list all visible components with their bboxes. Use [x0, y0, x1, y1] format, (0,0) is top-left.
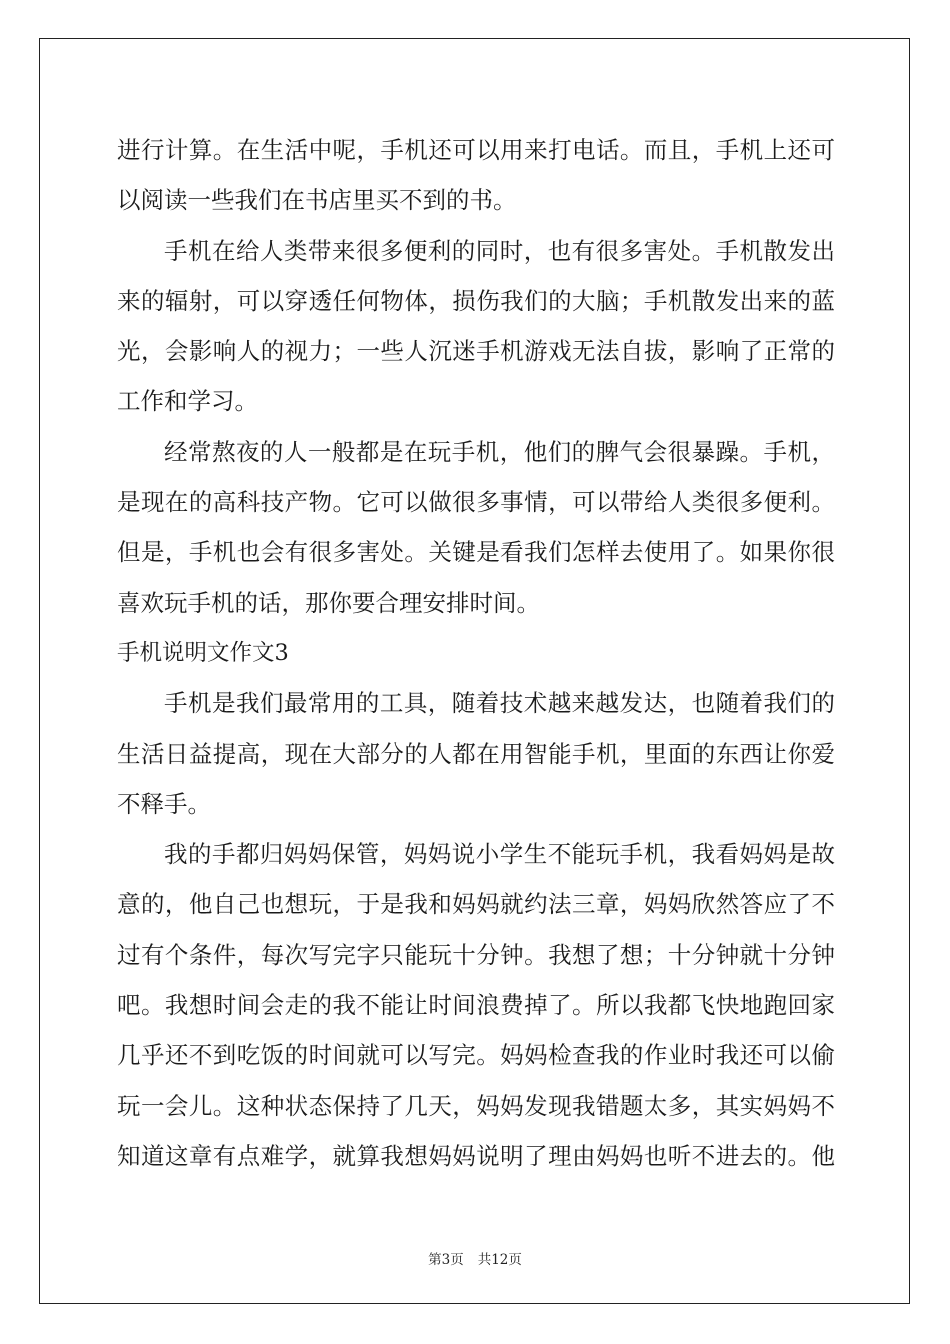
- body-line: 是现在的高科技产物。它可以做很多事情，可以带给人类很多便利。: [117, 488, 835, 517]
- body-line: 手机在给人类带来很多便利的同时，也有很多害处。手机散发出: [164, 236, 835, 265]
- body-line: 玩一会儿。这种状态保持了几天，妈妈发现我错题太多，其实妈妈不: [117, 1091, 835, 1120]
- body-line: 我的手都归妈妈保管，妈妈说小学生不能玩手机，我看妈妈是故: [164, 840, 835, 869]
- page-footer: [0, 1248, 950, 1268]
- body-line: 光，会影响人的视力；一些人沉迷手机游戏无法自拔，影响了正常的: [117, 337, 835, 366]
- body-line: 喜欢玩手机的话，那你要合理安排时间。: [117, 588, 540, 617]
- body-line: 来的辐射，可以穿透任何物体，损伤我们的大脑；手机散发出来的蓝: [117, 286, 835, 315]
- body-line: 但是，手机也会有很多害处。关键是看我们怎样去使用了。如果你很: [117, 538, 835, 567]
- section-heading: 手机说明文作文3: [117, 639, 289, 666]
- body-line: 生活日益提高，现在大部分的人都在用智能手机，里面的东西让你爱: [117, 739, 835, 768]
- body-line: 手机是我们最常用的工具，随着技术越来越发达，也随着我们的: [164, 689, 835, 718]
- body-line: 经常熬夜的人一般都是在玩手机，他们的脾气会很暴躁。手机，: [164, 437, 835, 466]
- body-line: 不释手。: [117, 789, 211, 818]
- body-line: 以阅读一些我们在书店里买不到的书。: [117, 186, 517, 215]
- document-body: [117, 128, 835, 1184]
- page-number: 第3页: [428, 1252, 464, 1268]
- body-line: 工作和学习。: [117, 387, 258, 416]
- body-line: 进行计算。在生活中呢，手机还可以用来打电话。而且，手机上还可: [117, 136, 835, 164]
- page-total: 共12页: [477, 1252, 522, 1268]
- body-line: 过有个条件，每次写完字只能玩十分钟。我想了想；十分钟就十分钟: [117, 940, 835, 969]
- body-line: 吧。我想时间会走的我不能让时间浪费掉了。所以我都飞快地跑回家: [117, 991, 835, 1020]
- body-line: 几乎还不到吃饭的时间就可以写完。妈妈检查我的作业时我还可以偷: [117, 1041, 835, 1070]
- body-line: 知道这章有点难学，就算我想妈妈说明了理由妈妈也听不进去的。他: [117, 1141, 835, 1170]
- body-line: 意的，他自己也想玩，于是我和妈妈就约法三章，妈妈欣然答应了不: [117, 890, 835, 919]
